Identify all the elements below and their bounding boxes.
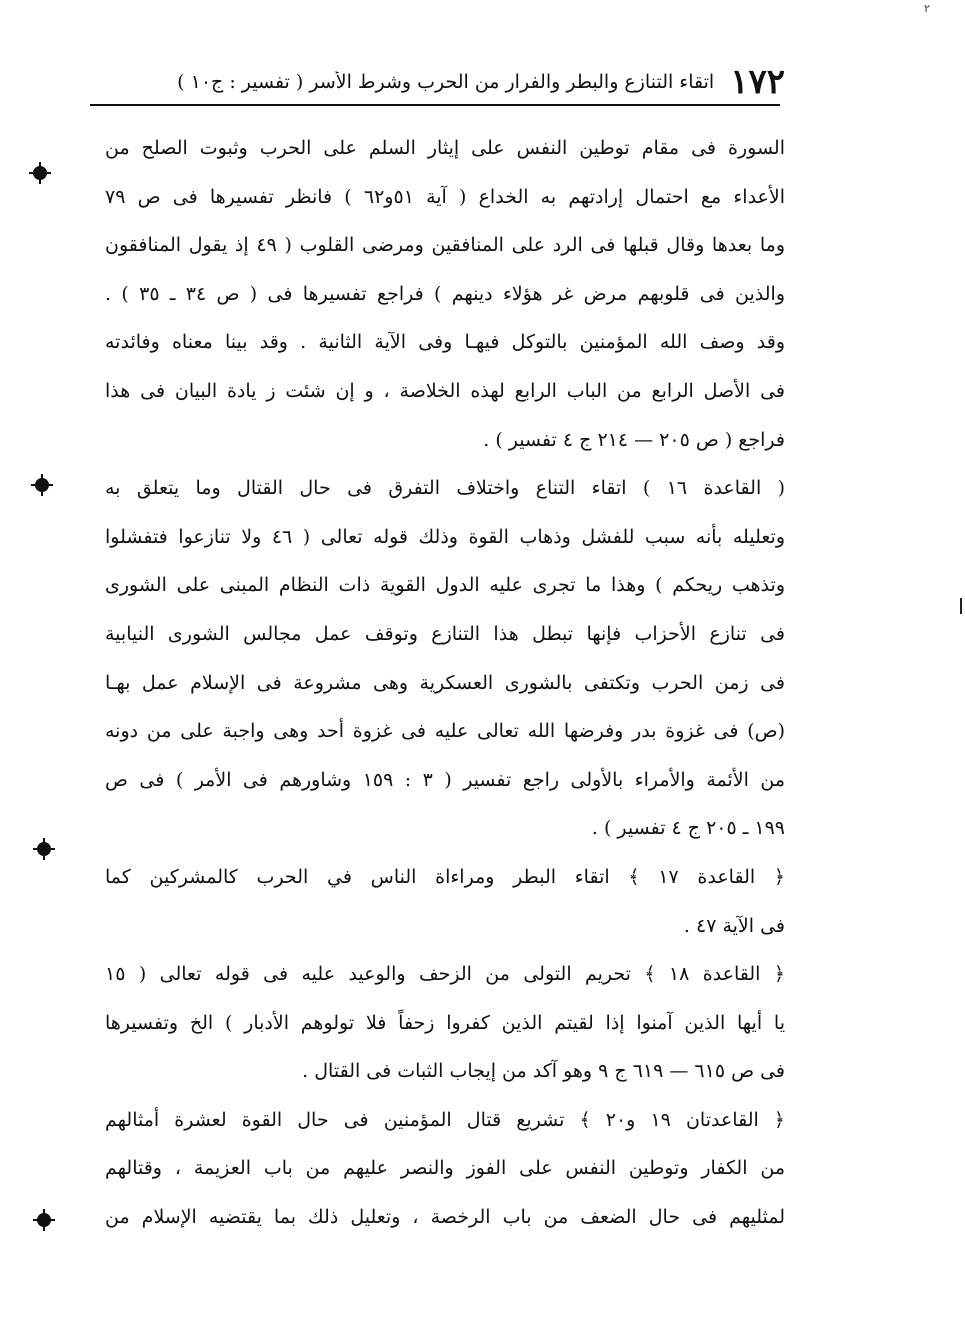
text-line: ١٩٩ ـ ٢٠٥ ج ٤ تفسير ) . [591,817,785,840]
page-header [95,62,785,102]
text-line: فى ص ٦١٥ — ٦١٩ ج ٩ وهو آكد من إيجاب الثبات فى القتال . [302,1060,785,1083]
text-line: فى الآية ٤٧ . [683,914,785,937]
text-line: الأعداء مع احتمال إرادتهم به الخداع ( آية ٥١و٦٢ ) فانظر تفسيرها فى ص ٧٩ [105,185,785,208]
text-line: ( القاعدة ١٦ ) اتقاء التناع واختلاف التفرق فى حال القتال وما يتعلق به [105,477,785,500]
text-line: من الأئمة والأمراء بالأولى راجع تفسير ( ٣ : ١٥٩ وشاورهم فى الأمر ) فى ص [105,768,785,791]
header-rule [90,104,780,106]
text-line: وما بعدها وقال قبلها فى الرد على المنافقين ومرضى القلوب ( ٤٩ إذ يقول المنافقون [105,234,785,257]
binding-hole-icon [37,1213,51,1227]
binding-hole-icon [35,478,49,492]
text-line: لمثليهم فى حال الضعف من باب الرخصة ، وتعليل ذلك بما يقتضيه الإسلام من [105,1206,785,1229]
text-line: وتعليله بأنه سبب للفشل وذهاب القوة وذلك قوله تعالى ( ٤٦ ولا تنازعوا فتفشلوا [105,525,785,548]
binding-hole-icon [33,166,47,180]
text-line: فى تنازع الأحزاب فإنها تبطل هذا التنازع وتوقف عمل مجالس الشورى النيابية [105,622,785,645]
text-line: ﴿ القاعدة ١٧ ﴾ اتقاء البطر ومراءاة الناس في الحرب كالمشركين كما [105,865,785,888]
corner-mark: ٢ [924,2,930,15]
scan-edge-mark [960,598,962,614]
text-line: فى زمن الحرب وتكتفى بالشورى العسكرية وهى مشروعة فى الإسلام عمل بهـا [105,671,785,694]
text-line: ﴿ القاعدة ١٨ ﴾ تحريم التولى من الزحف والوعيد عليه فى قوله تعالى ( ١٥ [105,963,785,986]
binding-hole-icon [37,842,51,856]
text-line: وتذهب ريحكم ) وهذا ما تجرى عليه الدول القوية ذات النظام المبنى على الشورى [105,574,785,597]
text-line: وقد وصف الله المؤمنين بالتوكل فيهـا وفى الآية الثانية . وقد بينا معناه وفائدته [105,331,785,354]
text-line: فراجع ( ص ٢٠٥ — ٢١٤ ج ٤ تفسير ) . [483,428,785,451]
text-line: والذين فى قلوبهم مرض غر هؤلاء دينهم ) فراجع تفسيرها فى ( ص ٣٤ ـ ٣٥ ) . [105,282,785,305]
running-title: اتقاء التنازع والبطر والفرار من الحرب وشرط الأسر ( تفسير : ج١٠ ) [177,71,715,93]
text-line: يا أيها الذين آمنوا إذا لقيتم الذين كفروا زحفاً فلا تولوهم الأدبار ) الخ وتفسيرها [105,1011,785,1034]
text-line: من الكفار وتوطين النفس على الفوز والنصر عليهم من باب العزيمة ، وقتالهم [105,1157,785,1180]
text-line: السورة فى مقام توطين النفس على إيثار السلم على الحرب وثبوت الصلح من [105,137,785,159]
text-line: (ص) فى غزوة بدر وفرضها الله تعالى عليه فى غزوة أحد وهى واجبة على من دونه [105,720,785,743]
body-text [105,124,785,1242]
text-line: فى الأصل الرابع من الباب الرابع لهذه الخلاصة ، و إن شئت ز يادة البيان فى هذا [105,379,785,402]
page-number: ١٧٢ [730,62,785,102]
text-line: ﴿ القاعدتان ١٩ و٢٠ ﴾ تشريع قتال المؤمنين فى حال القوة لعشرة أمثالهم [105,1108,785,1131]
